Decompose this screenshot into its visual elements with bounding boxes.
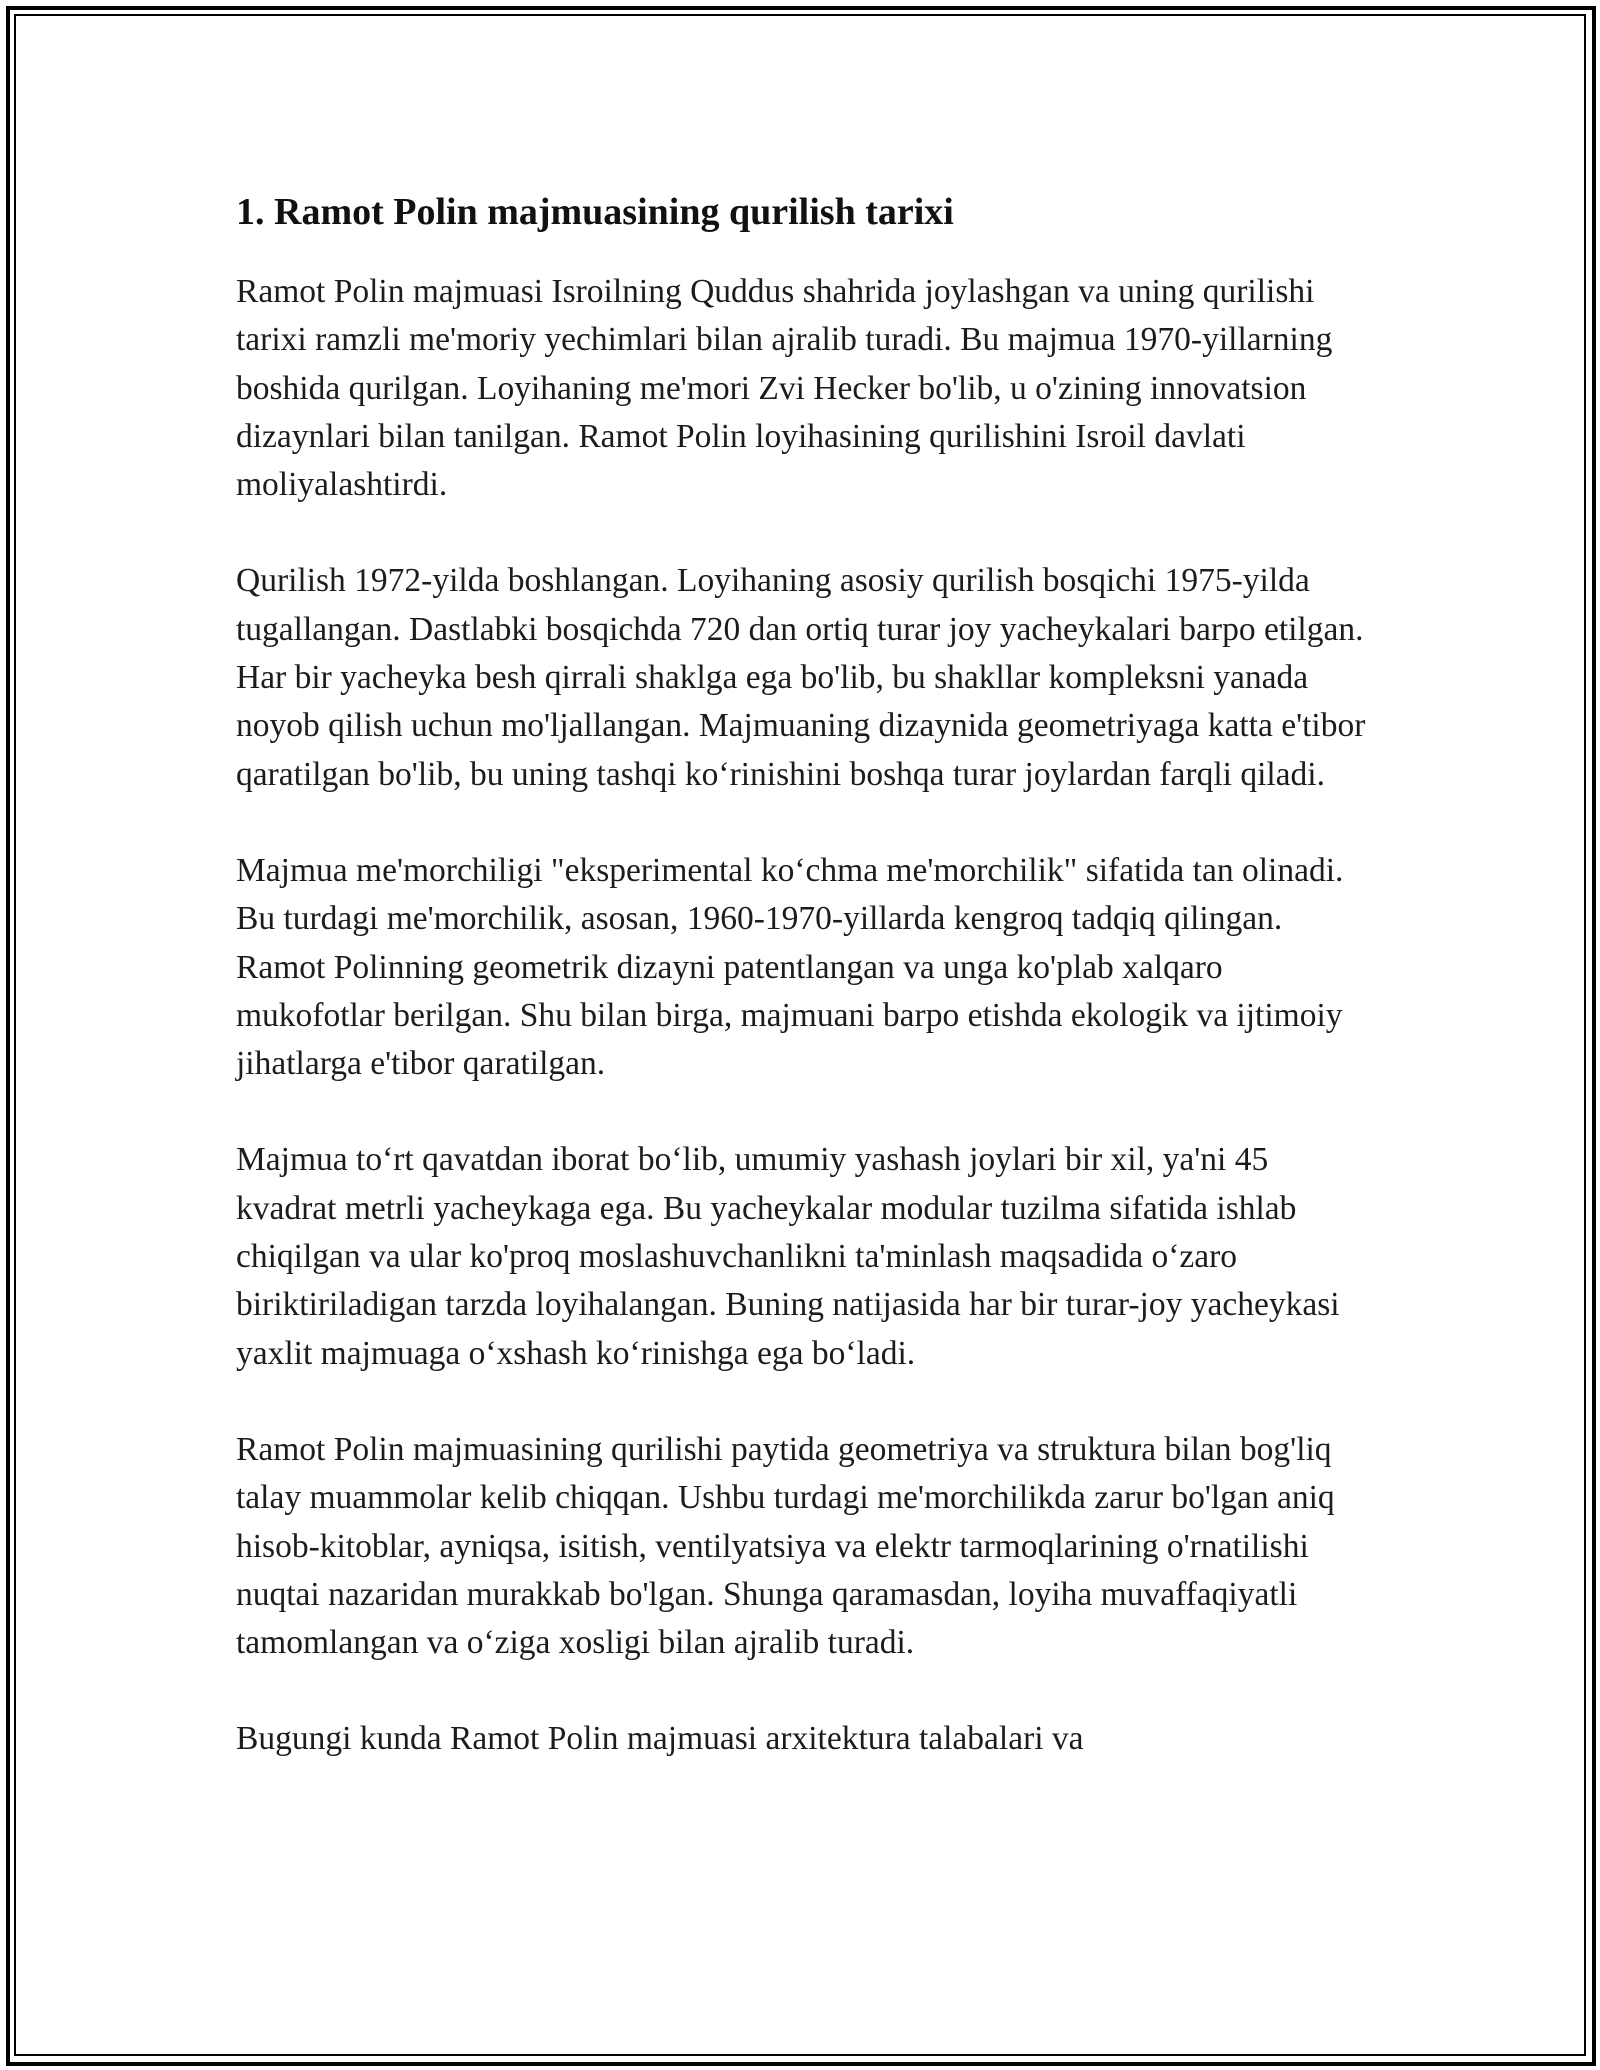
- paragraph-3: Majmua me'morchiligi "eksperimental ko‘chma me'morchilik" sifatida tan olinadi. Bu turdagi me'morchilik, asosan, 1960-1970-yillarda kengroq tadqiq qilingan. Ramot Polinning geometrik dizayni patentlangan va unga ko'plab xalqaro mukofotlar berilgan. Shu bilan birga, majmuani barpo etishda ekologik va ijtimoiy jihatlarga e'tibor qaratilgan.: [236, 851, 1344, 1083]
- paragraph-6: Bugungi kunda Ramot Polin majmuasi arxitektura talabalari va: [236, 1720, 1084, 1758]
- paragraph-2: Qurilish 1972-yilda boshlangan. Loyihaning asosiy qurilish bosqichi 1975-yilda tugallangan. Dastlabki bosqichda 720 dan ortiq turar joy yacheykalari barpo etilgan. Har bir yacheyka besh qirrali shaklga ega bo'lib, bu shakllar kompleksni yanada noyob qilish uchun mo'ljallangan. Majmuaning dizaynida geometriyaga katta e'tibor qaratilgan bo'lib, bu uning tashqi ko‘rinishini boshqa turar joylardan farqli qiladi.: [236, 562, 1366, 793]
- section-heading: 1. Ramot Polin majmuasining qurilish tarixi: [236, 191, 954, 233]
- paragraph-1: Ramot Polin majmuasi Isroilning Quddus shahrida joylashgan va uning qurilishi tarixi ramzli me'moriy yechimlari bilan ajralib turadi. Bu majmua 1970-yillarning boshida qurilgan. Loyihaning me'mori Zvi Hecker bo'lib, u o'zining innovatsion dizaynlari bilan tanilgan. Ramot Polin loyihasining qurilishini Isroil davlati moliyalashtirdi.: [236, 273, 1333, 504]
- paragraph-5: Ramot Polin majmuasining qurilishi paytida geometriya va struktura bilan bog'liq talay muammolar kelib chiqqan. Ushbu turdagi me'morchilikda zarur bo'lgan aniq hisob-kitoblar, ayniqsa, isitish, ventilyatsiya va elektr tarmoqlarining o'rnatilishi nuqtai nazaridan murakkab bo'lgan. Shunga qaramasdan, loyiha muvaffaqiyatli tamomlangan va o‘ziga xosligi bilan ajralib turadi.: [236, 1430, 1335, 1662]
- paragraph-4: Majmua to‘rt qavatdan iborat bo‘lib, umumiy yashash joylari bir xil, ya'ni 45 kvadrat metrli yacheykaga ega. Bu yacheykalar modular tuzilma sifatida ishlab chiqilgan va ular ko'proq moslashuvchanlikni ta'minlash maqsadida o‘zaro biriktiriladigan tarzda loyihalangan. Buning natijasida har bir turar-joy yacheykasi yaxlit majmuaga o‘xshash ko‘rinishga ega bo‘ladi.: [236, 1141, 1340, 1372]
- document-body: [236, 186, 1376, 1812]
